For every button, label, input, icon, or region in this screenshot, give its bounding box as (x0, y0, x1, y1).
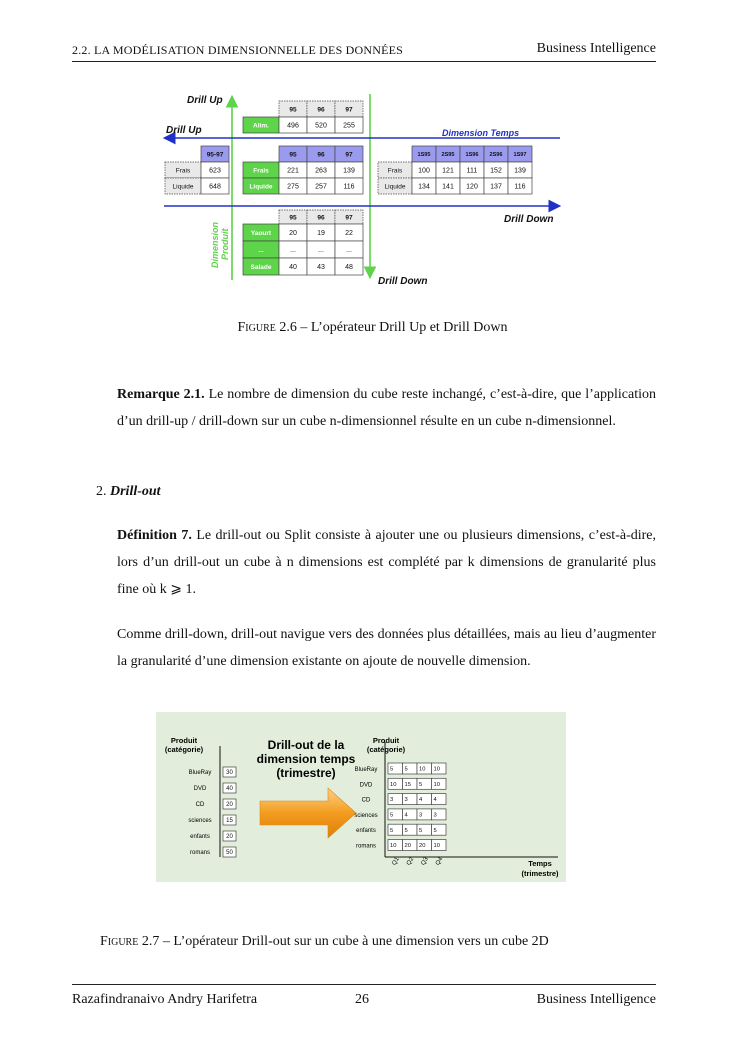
value-cell: 43 (317, 264, 325, 272)
semester-header: 2S95 (441, 152, 455, 159)
table-top-alim (243, 101, 363, 133)
category-label: sciences (188, 818, 212, 824)
label-drill-up-horizontal: Drill Up (166, 125, 202, 136)
footer-title: Business Intelligence (536, 992, 656, 1007)
grid-cell: 3 (404, 797, 408, 804)
temps-label-2: (trimestre) (521, 869, 559, 878)
value-cell: 19 (317, 230, 325, 238)
value-cell: ... (318, 247, 324, 255)
temps-label-1: Temps (528, 859, 552, 868)
grid-cell: 10 (433, 766, 440, 773)
value-cell: 648 (209, 183, 221, 191)
grid-cell: 15 (404, 781, 411, 788)
caption-text: – L’opérateur Drill Up et Drill Down (296, 320, 508, 335)
remarque-title: Remarque 2.1. (117, 387, 205, 402)
grid-cell: 10 (433, 843, 440, 850)
grid-cell: 10 (390, 843, 397, 850)
row-label: Frais (387, 167, 403, 175)
arrow-title-3: (trimestre) (276, 766, 336, 780)
row-label: Alim. (253, 122, 269, 130)
list-item-drill-out (96, 484, 161, 500)
grid-cell: 5 (390, 812, 394, 819)
value-cell: 22 (345, 230, 353, 238)
table-bottom-products (243, 210, 363, 275)
value-cell: 139 (514, 167, 526, 175)
value-cell: 116 (343, 183, 355, 191)
value-cell: 48 (345, 264, 353, 272)
value-cell: 111 (466, 167, 478, 175)
row-label: Frais (175, 167, 191, 175)
category-label: romans (355, 843, 377, 850)
grid-cell: 5 (419, 781, 423, 788)
category-label: CD (361, 797, 371, 804)
fig2-left-axis-subtitle: (catégorie) (164, 745, 204, 754)
figure-drill-up-down (160, 90, 570, 290)
table-center-years (243, 146, 363, 194)
grid-cell: 5 (390, 827, 394, 834)
table-left-95-97 (165, 146, 229, 194)
year-header: 95 (289, 214, 297, 222)
table-right-semesters (378, 146, 532, 194)
grid-cell: 20 (419, 843, 426, 850)
drill-diagram (160, 90, 570, 290)
value-cell: 263 (315, 167, 327, 175)
value-cell: 139 (343, 167, 355, 175)
quarter-label: Q4 (435, 856, 445, 867)
grid-cell: 5 (404, 827, 408, 834)
value-cell: 141 (442, 183, 454, 191)
label-dimension-temps: Dimension Temps (442, 128, 520, 138)
arrow-title-1: Drill-out de la (267, 738, 345, 752)
quarter-label: Q3 (420, 856, 430, 867)
left-value-cell: 30 (226, 770, 233, 777)
row-label: Frais (253, 167, 269, 175)
grid-cell: 5 (404, 766, 408, 773)
grid-cell: 5 (390, 766, 394, 773)
label-dimension-produit-2: Produit (220, 228, 230, 260)
header-cell: 95-97 (206, 151, 224, 159)
page-number: 26 (355, 992, 369, 1007)
left-value-cell: 15 (226, 818, 233, 825)
year-header: 96 (317, 214, 325, 222)
grid-cell: 20 (404, 843, 411, 850)
caption-label: Figure 2.6 (237, 320, 297, 335)
footer-author: Razafindranaivo Andry Harifetra (72, 992, 258, 1007)
year-header: 95 (289, 106, 297, 114)
value-cell: ... (290, 247, 296, 255)
definition-paragraph (117, 522, 656, 603)
row-label: Liquide (172, 183, 194, 191)
grid-cell: 3 (433, 812, 437, 819)
row-label: Salade (250, 263, 272, 271)
left-value-cell: 40 (226, 786, 233, 793)
grid-cell: 3 (390, 797, 394, 804)
value-cell: 496 (287, 122, 299, 130)
quarter-label: Q2 (406, 856, 416, 867)
value-cell: 520 (315, 122, 327, 130)
value-cell: 257 (315, 183, 327, 191)
fig2-right-axis-title: Produit (372, 736, 400, 745)
row-label: ... (258, 246, 264, 254)
semester-header: 1S96 (465, 152, 479, 159)
category-label: BlueRay (354, 767, 378, 773)
caption-text: – L’opérateur Drill-out sur un cube à une dimension vers un cube 2D (159, 934, 549, 949)
grid-cell: 10 (390, 781, 397, 788)
grid-cell: 10 (419, 766, 426, 773)
grid-cell: 5 (419, 827, 423, 834)
category-label: CD (195, 802, 205, 808)
year-header: 95 (289, 151, 297, 159)
value-cell: 221 (287, 167, 299, 175)
category-label: romans (189, 850, 211, 856)
row-label: Liquide (384, 183, 406, 191)
grid-cell: 3 (419, 812, 423, 819)
value-cell: 100 (418, 167, 430, 175)
comme-text: Comme drill-down, drill-out navigue vers des données plus détaillées, mais au lieu d’augmenter la granularité d’une dimension existante on ajoute de nouvelle dimension. (117, 627, 656, 669)
remarque-paragraph (117, 381, 656, 435)
value-cell: ... (346, 247, 352, 255)
value-cell: 152 (490, 167, 502, 175)
page-footer (72, 984, 656, 1008)
definition-title: Définition 7. (117, 528, 192, 543)
value-cell: 120 (466, 183, 478, 191)
remarque-text: Le nombre de dimension du cube reste inchangé, c’est-à-dire, que l’application d’un drill-up / drill-down sur un cube n-dimensionnel résulte en un cube n-dimensionnel. (117, 387, 657, 429)
value-cell: 20 (289, 230, 297, 238)
drill-out-diagram (156, 712, 566, 882)
fig2-left-table (188, 767, 236, 857)
comme-paragraph (117, 621, 656, 675)
year-header: 97 (345, 106, 353, 114)
category-label: sciences (354, 812, 378, 819)
category-label: DVD (359, 782, 373, 789)
arrow-title-2: dimension temps (256, 752, 356, 766)
figure-2-6-caption (0, 320, 745, 336)
label-drill-up-vertical: Drill Up (187, 95, 223, 106)
grid-cell: 4 (419, 797, 423, 804)
value-cell: 137 (490, 183, 502, 191)
value-cell: 134 (418, 183, 430, 191)
grid-cell: 4 (433, 797, 437, 804)
orange-arrow (260, 788, 356, 838)
semester-header: 2S96 (489, 152, 503, 159)
header-document-title: Business Intelligence (536, 41, 656, 56)
left-value-cell: 50 (226, 850, 233, 857)
list-title: Drill-out (110, 484, 161, 499)
value-cell: 275 (287, 183, 299, 191)
row-label: Yaourt (250, 229, 272, 237)
left-value-cell: 20 (226, 802, 233, 809)
left-value-cell: 20 (226, 834, 233, 841)
list-number: 2. (96, 484, 107, 499)
semester-header: 1S97 (513, 152, 527, 159)
page-header (72, 42, 656, 62)
grid-cell: 4 (404, 812, 408, 819)
label-drill-down-right: Drill Down (504, 214, 554, 225)
year-header: 97 (345, 151, 353, 159)
value-cell: 255 (343, 122, 355, 130)
category-label: BlueRay (188, 770, 212, 776)
grid-cell: 5 (433, 827, 437, 834)
value-cell: 40 (289, 264, 297, 272)
category-label: enfants (190, 834, 210, 840)
fig2-left-axis-title: Produit (170, 736, 198, 745)
caption-label: Figure 2.7 (100, 934, 160, 949)
label-dimension-produit-1: Dimension (210, 221, 220, 268)
value-cell: 116 (514, 183, 526, 191)
year-header: 96 (317, 151, 325, 159)
grid-cell: 10 (433, 781, 440, 788)
year-header: 97 (345, 214, 353, 222)
row-label: Liquide (249, 183, 273, 191)
value-cell: 121 (442, 167, 454, 175)
figure-drill-out (156, 712, 566, 882)
header-section-title: 2.2. LA MODÉLISATION DIMENSIONNELLE DES DONNÉES (72, 43, 404, 57)
label-drill-down-bottom: Drill Down (378, 276, 428, 287)
fig2-right-axis-subtitle: (catégorie) (366, 745, 406, 754)
semester-header: 1S95 (417, 152, 431, 159)
year-header: 96 (317, 106, 325, 114)
fig2-right-grid (354, 763, 446, 866)
value-cell: 623 (209, 167, 221, 175)
figure-2-7-caption (100, 934, 700, 950)
quarter-label: Q1 (391, 856, 401, 867)
category-label: DVD (193, 786, 207, 792)
definition-text: Le drill-out ou Split consiste à ajouter une ou plusieurs dimensions, c’est-à-dire, lors d’un drill-out un cube à n dimensions est complété par k dimensions de granularité plus fine où k ⩾ 1. (117, 528, 656, 597)
category-label: enfants (356, 828, 376, 835)
